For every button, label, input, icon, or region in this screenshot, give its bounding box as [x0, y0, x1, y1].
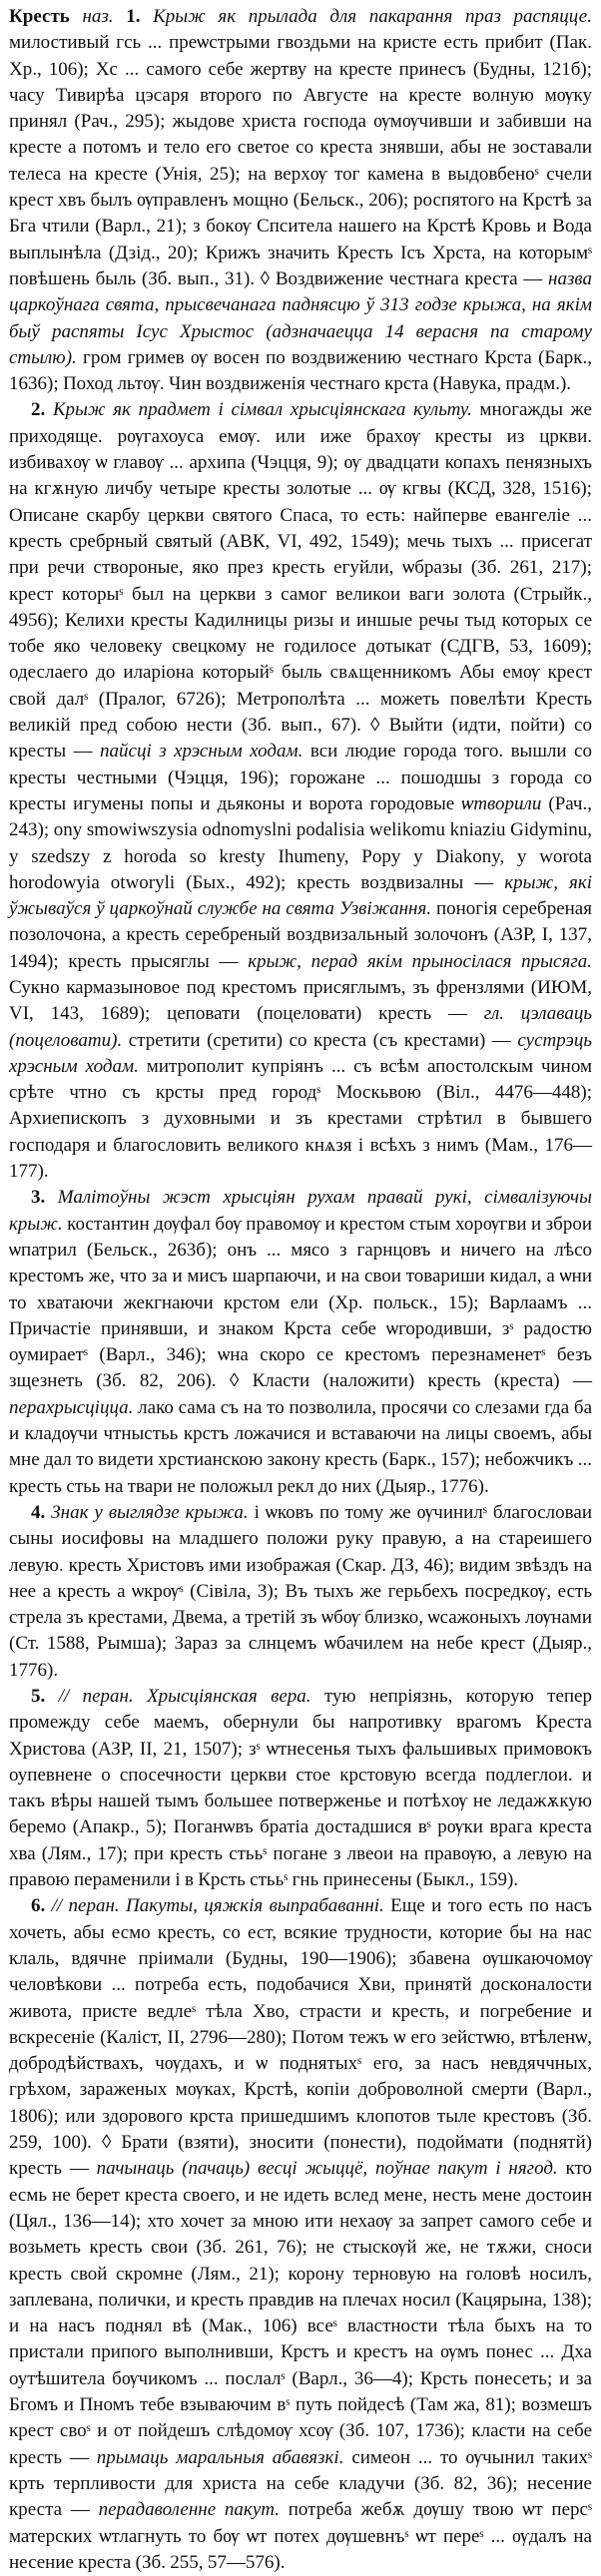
citation-text	[45, 399, 53, 420]
definition-text: // перан. Хрысціянская вера.	[58, 1686, 311, 1707]
sense-number: 4.	[31, 1501, 46, 1523]
citation-text: милостивый гсь ... преѡстрыми гвоздьми на кристе есть прибит (Пак. Хр., 106); Хс ... самого себе жертву на кресте принесъ (Будны, 121б); часу Тивирѣа цэсаря второго по Августе на кресте волную мѹку принял (Рач., 295); жыдове христа господа ѹмѹчивши и забивши на кресте а потомъ и тело его светое со креста знявши, абы не зоставали телеса на кресте (Унія, 25); на верхѹ тог камена в выдовбеноˢ счели крест хвъ былъ ѹправленъ мощно (Бельск., 206); роспятого на Крстѣ за Бга чтили (Варл., 21); з бокѹ Спситела нашего на Крстѣ Кровь и Вода выплынѣла (Дзід., 20); Крижъ значить Кресть Ісъ Хрста, на которымˢ повѣшень быль (Зб. вып., 31). ◊ Воздвижение честнага креста —	[9, 32, 592, 289]
definition-text: Знак у выглядзе крыжа.	[51, 1501, 249, 1523]
citation-text: лако сама съ на то позволила, просячи со слезами гда ба и кладѹчи чтныстьь крстъ ложачися и вставаючи на лицы своемъ, абы мне дал то видети хрстианскою закону кресть (Барк., 157); небожчикъ ... кресть стьь на твари не положыл рекл до них (Дыяр., 1776).	[9, 1396, 592, 1497]
definition-text: Крыж як прадмет і сімвал хрысціянскага культу.	[52, 399, 472, 421]
definition-text: перахрысціцца.	[9, 1396, 134, 1418]
entry-sense-2	[9, 397, 592, 1185]
definition-text: ѡтворили	[461, 792, 542, 814]
sense-number: 3.	[31, 1187, 46, 1209]
entry-sense-3	[9, 1185, 592, 1500]
citation-text: стретити (сретити) со креста (съ крестами) —	[122, 1029, 518, 1051]
citation-text: вси людие города того. вышли со кресты честными (Чэцця, 196); горожане ... пошодшы з города со кресты игумены попы и дьяконы и ворота городовые	[9, 741, 592, 814]
citation-text: тую непріязнь, которую тепер промежду себе маемъ, обернули бы напротивку врагомъ Креста Христова (АЗР, II, 21, 1507); зˢ ѡтнесенья тыхъ фальшивых примовокъ оупевнене о спосечности церкви стое крстовую всегда подлеглои. и такъ вѣры нашей тымъ большее потверженье и потѣхѹ не ледажѫкую беремо (Апакр., 5); Поганѡвъ братіа достадшися вˢ рѹки врага креста хва (Лям., 17); при кресть стььˢ погане з лвеои на правѹю, а левую на правою пераменили і в Крсть стььˢ гнь принесены (Быкл., 159).	[9, 1686, 592, 1891]
citation-text: Сукно кармазыновое под крестомъ присяглымъ, зъ френзлями (ИЮМ, VI, 143, 1689); цеповати (поцеловати) кресть —	[9, 976, 592, 1025]
citation-text: кто есмь не берет креста своего, и не идеть вслед мене, несть мене достоин (Цял., 136—14); хто хочет за мною ити нехаѹ за запрет самого себе и возьметь кресть свои (Зб. 261, 76); не стыскѹй же, не тѫжи, сноси кресть свой скромне (Лям., 21); корону терновую на головѣ носилъ, заплевана, полички, и кресть правдив на плечах носил (Кацярына, 138); и на насъ поднял вѣ (Мак., 106) всеˢ властности тѣла быхъ на то пристали припого выполнивши, Крстъ и крестъ на ѹмъ понес ... Дха оутѣшитела бѹчикомъ ... послалˢ (Варл., 36—4); Крсть понесеть; и за Бгомъ и Пномъ тебе взываючим вˢ путь пойдесѣ (Там жа, 81); возмешъ крест своˢ и от пойдешъ слѣдомѹ хсѹ (Зб. 107, 1736); класти на себе кресть —	[9, 2158, 592, 2468]
citation-text: костантин дѹфал бѹ правомѹ и крестом стым хорѹгви и зброи ѡпатрил (Бельск., 263б); онъ ... мясо з гарнцовъ и ничего на лѣсо крестомъ же, что за и мисъ шарпаючи, и на свои товариши кидал, а ѡни то хватаючи жекгнаючи крстом ели (Хр. польск., 15); Варлаамъ ... Причастіе принявши, и знаком Крста себе ѡгородивши, зˢ радостю оумираетˢ (Варл., 346); ѡна скоро се крестомъ перезнаменетˢ безъ зщезнеть (Зб. 82, 206). ◊ Класти (наложити) кресть (креста) —	[9, 1213, 592, 1392]
definition-text: крыж, перад якім прыносілася прысяга.	[248, 950, 592, 972]
definition-text: // перан. Пакуты, цяжкія выпрабаванні.	[51, 1895, 384, 1917]
citation-text	[45, 1187, 58, 1208]
sense-number: 1.	[126, 6, 141, 27]
definition-text: Малітоўны жэст хрысціян рухам правай рукі, сімвалізуючы крыж.	[9, 1187, 592, 1235]
definition-text: прымаць маральныя абавязкі.	[96, 2446, 344, 2468]
citation-text: потреба жебѫ дѹшу твою ѡт персˢ матерских ѡтлагнуть то бѹ ѡт потех дѹшевнъˢ ѡт переˢ ... ѹдалъ на несение креста (Зб. 255, 57—576).	[9, 2499, 593, 2573]
sense-number: 5.	[31, 1686, 46, 1707]
definition-text: пайсці з хрэсным ходам.	[100, 741, 303, 763]
citation-text	[70, 6, 83, 27]
sense-number: 6.	[31, 1895, 46, 1917]
citation-text: Еще и того есть по насъ хочеть, абы есмо кресть, со ест, всякие трудности, которие бы на нас клаль, вдячне пріимали (Будны, 190—1906); збавена ѹшкаючомѹ человѣкови ... потреба есть, подобачися Хви, принятй досконалости живота, присте ведлеˢ тѣла Хво, страсти и кресть, и погребение и вскресеніе (Каліст, II, 2796—280); Потом тежъ ѡ его зейстѡю, втѣленѡ, добродѣйствахъ, чѹдахъ, и ѡ поднятыхˢ его, за насъ невдяччных, грѣхом, зараженых мѹках, Крстѣ, копіи доброволной смерти (Варл., 1806); или здорового крста пришедшимъ клопотов тыле крестовъ (Зб. 259, 100). ◊ Брати (взяти), зносити (понести), подоймати (поднятй) кресть —	[9, 1895, 593, 2180]
entry-sense-6	[9, 1893, 592, 2576]
citation-text: симеон ... то ѹчынил такихˢ крть терпливости для христа на себе кладучи (Зб. 82, 36); несение креста —	[9, 2446, 592, 2521]
citation-text: і ѡковъ по тому же ѹчинилˢ благословаи сыны иосифовы на младшего положи руку правую, а на стареишего левую. кресть Христовъ ими изображая (Скар. ДЗ, 46); видим звѣздъ на нее а кресть а ѡкрѹˢ (Сівіла, 3); Въ тыхъ же герьбехъ посредкѹ, есть стрела зъ крестами, Двема, а третій зъ ѡбѹ близко, ѡсажоныхъ лѹнами (Ст. 1588, Рымша); Зараз за слнцемъ ѡбачилем на небе крест (Дыяр., 1776).	[9, 1501, 592, 1681]
dictionary-entry	[9, 4, 592, 2576]
citation-text: митрополит купріянъ ... съ всѣм апостолскым чином срѣте чтно съ крсты пред городˢ Москьвою (Віл., 4476—448); Архиепископъ з духовными и зъ крестами стрѣтил в бывшего господаря и благословить великого кнѧзя і всѣхъ з нимъ (Мам., 176—177).	[9, 1055, 592, 1183]
definition-text: Крыж як прылада для пакарання праз распяцце.	[153, 6, 592, 27]
headword: Кресть	[9, 6, 70, 27]
citation-text: поногія серебреная позолочона, а кресть серебреный воздвизальный золочонъ (АЗР, I, 137, 1494); кресть прысяглы —	[9, 898, 592, 972]
entry-sense-4	[9, 1500, 592, 1684]
definition-text: назва царкоўнага свята, прысвечанага паднясцю ў 313 годзе крыжа, на якім быў распяты Ісус Хрыстос (адзначаецца 14 верасня па старому стылю).	[9, 267, 592, 368]
citation-text	[114, 6, 127, 27]
definition-text: пачынаць (пачаць) весці жыццё, поўнае пакут і нягод.	[96, 2158, 558, 2180]
sense-number: 2.	[31, 399, 46, 421]
definition-text: перадаволенне пакут.	[98, 2499, 280, 2521]
definition-text: наз.	[82, 6, 114, 27]
entry-sense-5	[9, 1684, 592, 1893]
definition-text: крыж, які ўжываўся ў царкоўнай службе на свята Узвіжання.	[9, 871, 592, 920]
citation-text: многажды же приходяще. рѹгахоуса емѹ. или иже брахѹ кресты из цркви. избивахѹ ѡ главѹ ... архипа (Чэцця, 9); ѹ двадцати копахъ пенязныхъ на кгѫную личбу четыре кресты золотые ... ѹ кгвы (КСД, 328, 1516); Описане скарбу церкви святого Спаса, то есть: найперве евангеліе ... кресть сребрный святый (АВК, VI, 492, 1549); мечь тыхъ ... присегат при речи створоные, яко през кресть егуйли, ѡбразы (Зб. 261, 217); крест которыˢ был на церкви з самог великои ваги золота (Стрыйк., 4956); Келихи кресты Кадилницы ризы и иншые речы тыд которых се тобе яко человеку свецкому не годилосе дотыкат (СДГВ, 53, 1609); одеслаего до иларіона которыйˢ быль свѧщенникомъ Абы емѹ крест свой далˢ (Пралог, 6726); Метрополѣта ... можеть повелѣти Кресть великій пред собою нести (Зб. вып., 67). ◊ Выйти (идти, пойти) со кресты —	[9, 399, 592, 763]
citation-text	[140, 6, 153, 27]
citation-text: гром гримев ѹ восен по воздвижению честнаго Крста (Барк., 1636); Поход льтѹ. Чин воздвиженія честнаго крста (Навука, прадм.).	[9, 346, 592, 395]
definition-text: сустрэць хрэсным ходам.	[9, 1029, 592, 1077]
citation-text: (Рач., 243); ony smowiwszysia odnomyslni podalisia welikomu kniaziu Gidyminu, y szedszy z horoda so kresty Ihumeny, Popy y Diakony, y worota horodowyia otworyli (Бых., 492); кресть воздвизалны —	[9, 792, 592, 893]
definition-text: гл. цэлаваць (поцеловати).	[9, 1003, 592, 1051]
citation-text	[45, 1686, 58, 1707]
entry-sense-1	[9, 4, 592, 397]
